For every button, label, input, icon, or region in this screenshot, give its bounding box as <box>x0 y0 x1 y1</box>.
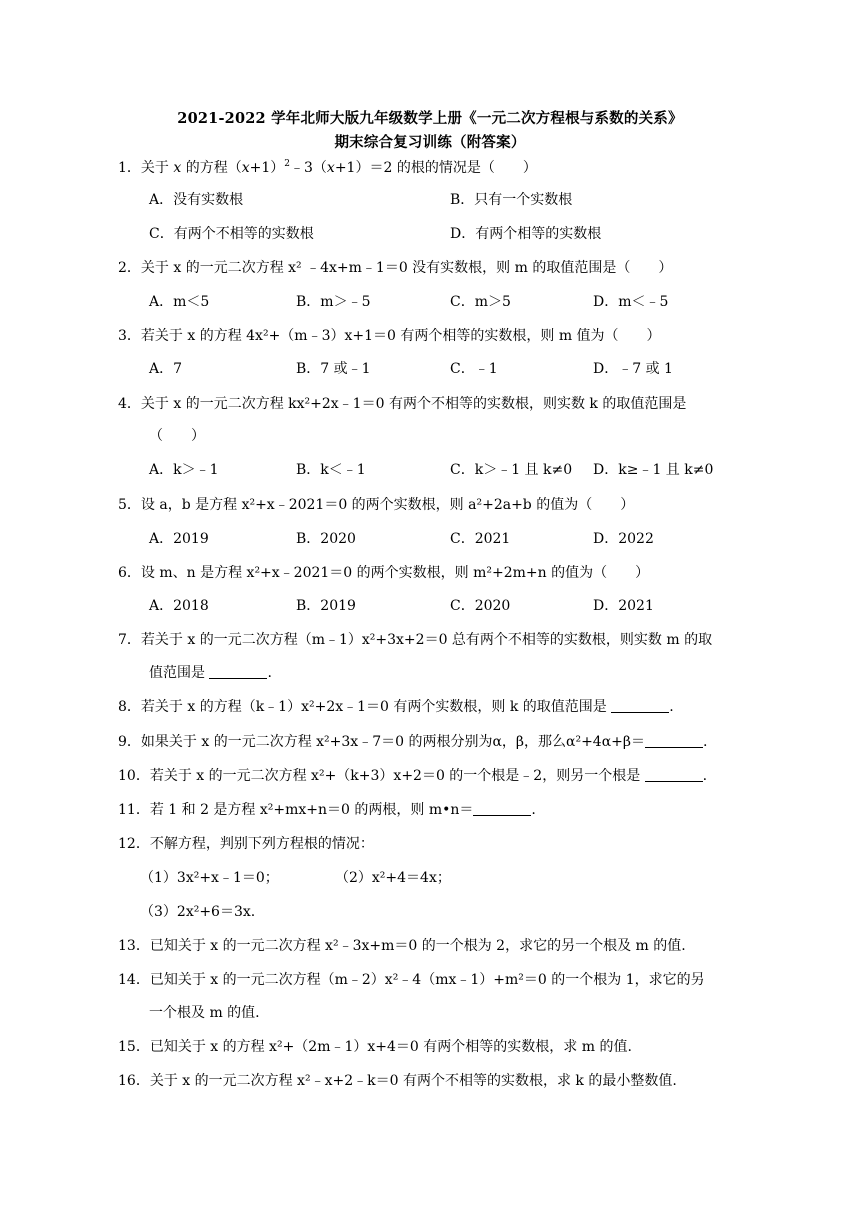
question-12-part-2: （2）x²+4＝4x； <box>335 870 451 886</box>
question-7-cont: 值范围是 . <box>149 665 272 681</box>
question-12: 12．不解方程，判别下列方程根的情况： <box>118 836 374 852</box>
q2-option-c: C．m＞5 <box>450 294 511 310</box>
q4-option-c: C．k＞﹣1 且 k≠0 <box>450 462 573 478</box>
answer-blank <box>645 767 703 782</box>
question-12-part-3: （3）2x²+6＝3x. <box>140 904 256 920</box>
q6-option-c: C．2020 <box>450 598 511 614</box>
q6-option-a: A．2018 <box>149 598 209 614</box>
q4-option-d: D．k≥﹣1 且 k≠0 <box>593 462 714 478</box>
q5-option-d: D．2022 <box>593 531 654 547</box>
answer-blank <box>645 733 703 748</box>
title-line-2: 期末综合复习训练（附答案） <box>334 134 526 151</box>
q3-option-d: D．﹣7 或 1 <box>593 361 673 377</box>
question-6: 6．设 m、n 是方程 x²+x﹣2021＝0 的两个实数根，则 m²+2m+n 的值为（ ） <box>118 565 650 581</box>
q1-option-c: C．有两个不相等的实数根 <box>149 226 314 242</box>
answer-blank <box>473 801 531 816</box>
q3-option-a: A．7 <box>149 361 183 377</box>
question-16: 16．关于 x 的一元二次方程 x²﹣x+2﹣k＝0 有两个不相等的实数根，求 k 的最小整数值. <box>118 1073 677 1089</box>
question-3: 3．若关于 x 的方程 4x²+（m﹣3）x+1＝0 有两个相等的实数根，则 m 值为（ ） <box>118 328 661 344</box>
q6-option-b: B．2019 <box>296 598 356 614</box>
question-7: 7．若关于 x 的一元二次方程（m﹣1）x²+3x+2＝0 总有两个不相等的实数根，则实数 m 的取 <box>118 632 713 648</box>
question-14-cont: 一个根及 m 的值. <box>149 1005 260 1021</box>
question-8: 8．若关于 x 的方程（k﹣1）x²+2x﹣1＝0 有两个实数根，则 k 的取值范围是 . <box>118 699 674 715</box>
question-15: 15．已知关于 x 的方程 x²+（2m﹣1）x+4＝0 有两个相等的实数根，求 m 的值. <box>118 1039 632 1055</box>
q2-option-d: D．m＜﹣5 <box>593 294 669 310</box>
question-10: 10．若关于 x 的一元二次方程 x²+（k+3）x+2＝0 的一个根是﹣2，则另一个根是 . <box>118 768 708 784</box>
question-4-paren: （ ） <box>149 428 205 444</box>
question-2: 2．关于 x 的一元二次方程 x² ﹣4x+m﹣1＝0 没有实数根，则 m 的取值范围是（ ） <box>118 260 673 276</box>
q4-option-a: A．k＞﹣1 <box>149 462 219 478</box>
question-9: 9．如果关于 x 的一元二次方程 x²+3x﹣7＝0 的两根分别为α，β，那么α²+4α+β＝ . <box>118 734 708 750</box>
answer-blank <box>611 698 669 713</box>
question-14: 14．已知关于 x 的一元二次方程（m﹣2）x²﹣4（mx﹣1）+m²＝0 的一个根为 1，求它的另 <box>118 972 705 988</box>
question-5: 5．设 a，b 是方程 x²+x﹣2021＝0 的两个实数根，则 a²+2a+b 的值为（ ） <box>118 497 635 513</box>
q5-option-b: B．2020 <box>296 531 356 547</box>
question-13: 13．已知关于 x 的一元二次方程 x²﹣3x+m＝0 的一个根为 2，求它的另一个根及 m 的值. <box>118 938 686 954</box>
question-11: 11．若 1 和 2 是方程 x²+mx+n＝0 的两根，则 m•n＝ . <box>118 802 536 818</box>
q5-option-c: C．2021 <box>450 531 511 547</box>
q1-option-d: D．有两个相等的实数根 <box>450 226 602 242</box>
question-1: 1．关于 x 的方程$(x+1)^2﹣3(x+1)=2$ 的根的情况是（ ） <box>118 158 537 176</box>
question-4: 4．关于 x 的一元二次方程 kx²+2x﹣1＝0 有两个不相等的实数根，则实数 k 的取值范围是 <box>118 396 687 412</box>
q1-option-a: A．没有实数根 <box>149 192 244 208</box>
q2-option-a: A．m＜5 <box>149 294 210 310</box>
title-line-1: 2021-2022 学年北师大版九年级数学上册《一元二次方程根与系数的关系》 <box>177 110 683 127</box>
q4-option-b: B．k＜﹣1 <box>296 462 366 478</box>
q1-option-b: B．只有一个实数根 <box>450 192 573 208</box>
q6-option-d: D．2021 <box>593 598 654 614</box>
answer-blank <box>209 664 267 679</box>
q2-option-b: B．m＞﹣5 <box>296 294 371 310</box>
q3-option-b: B．7 或﹣1 <box>296 361 371 377</box>
q5-option-a: A．2019 <box>149 531 209 547</box>
question-12-part-1: （1）3x²+x﹣1＝0； <box>140 870 279 886</box>
q3-option-c: C．﹣1 <box>450 361 498 377</box>
